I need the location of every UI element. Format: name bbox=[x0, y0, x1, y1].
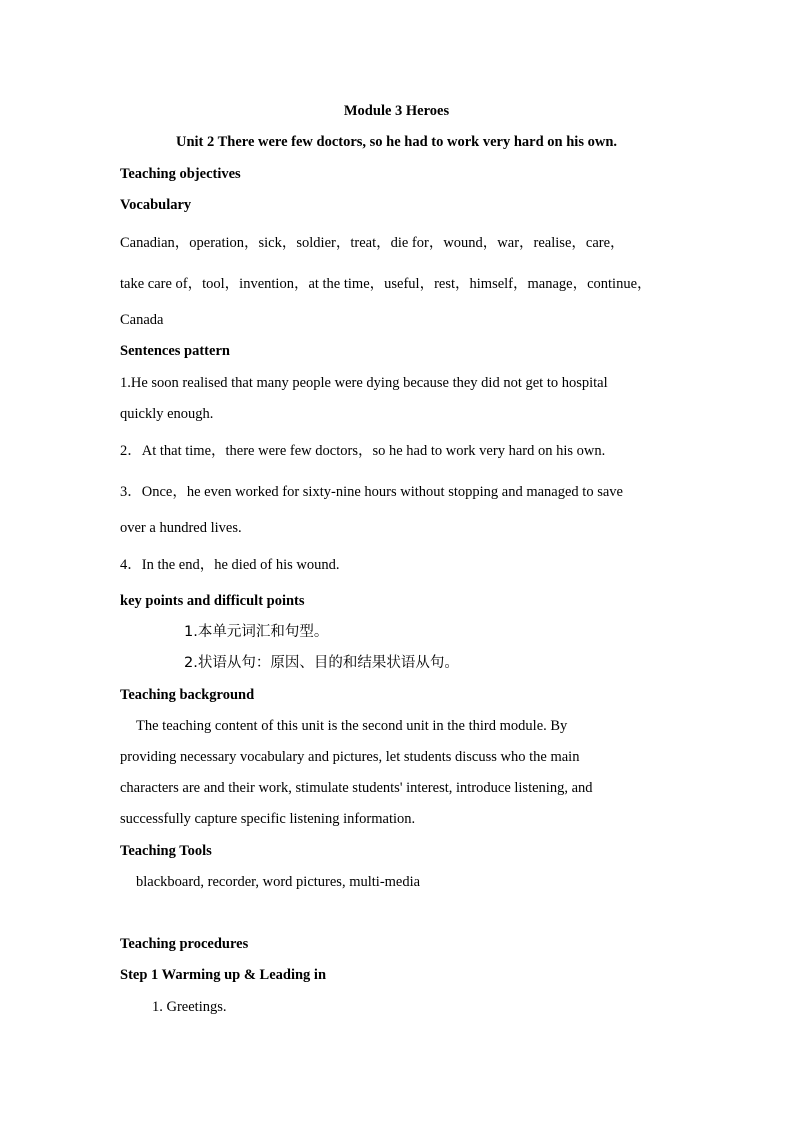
module-title: Module 3 Heroes bbox=[343, 103, 450, 119]
vocabulary-line: Canada bbox=[120, 312, 164, 328]
sentence-item: quickly enough. bbox=[120, 406, 214, 422]
key-points-heading: key points and difficult points bbox=[120, 593, 305, 609]
unit-title: Unit 2 There were few doctors, so he had to work very hard on his own. bbox=[175, 134, 618, 150]
background-line: successfully capture specific listening information. bbox=[120, 811, 416, 827]
sentence-item: over a hundred lives. bbox=[120, 520, 242, 536]
background-line: providing necessary vocabulary and pictures, let students discuss who the main bbox=[120, 749, 580, 765]
objectives-heading: Teaching objectives bbox=[120, 166, 241, 182]
sentence-item: 1.He soon realised that many people were dying because they did not get to hospital bbox=[120, 375, 608, 391]
sentence-item: 3．Once，he even worked for sixty-nine hours without stopping and managed to save bbox=[120, 484, 623, 500]
background-line: The teaching content of this unit is the second unit in the third module. By bbox=[136, 718, 568, 734]
vocabulary-line: Canadian，operation，sick，soldier，treat，die for，wound，war，realise，care， bbox=[120, 235, 625, 251]
procedures-heading: Teaching procedures bbox=[120, 936, 249, 952]
step1-item: 1. Greetings. bbox=[152, 999, 227, 1015]
tools-text: blackboard, recorder, word pictures, multi-media bbox=[136, 874, 421, 890]
vocabulary-line: take care of，tool，invention，at the time，useful，rest，himself，manage，continue， bbox=[120, 276, 652, 292]
key-point-item: 1.本单元词汇和句型。 bbox=[184, 624, 329, 640]
sentence-item: 4．In the end，he died of his wound. bbox=[120, 557, 340, 573]
background-heading: Teaching background bbox=[120, 687, 255, 703]
background-line: characters are and their work, stimulate students' interest, introduce listening, and bbox=[120, 780, 593, 796]
sentences-heading: Sentences pattern bbox=[120, 343, 230, 359]
vocabulary-heading: Vocabulary bbox=[120, 197, 192, 213]
key-point-item: 2.状语从句：原因、目的和结果状语从句。 bbox=[184, 655, 459, 671]
tools-heading: Teaching Tools bbox=[120, 843, 212, 859]
sentence-item: 2．At that time，there were few doctors，so he had to work very hard on his own. bbox=[120, 443, 606, 459]
step1-heading: Step 1 Warming up & Leading in bbox=[120, 967, 327, 983]
